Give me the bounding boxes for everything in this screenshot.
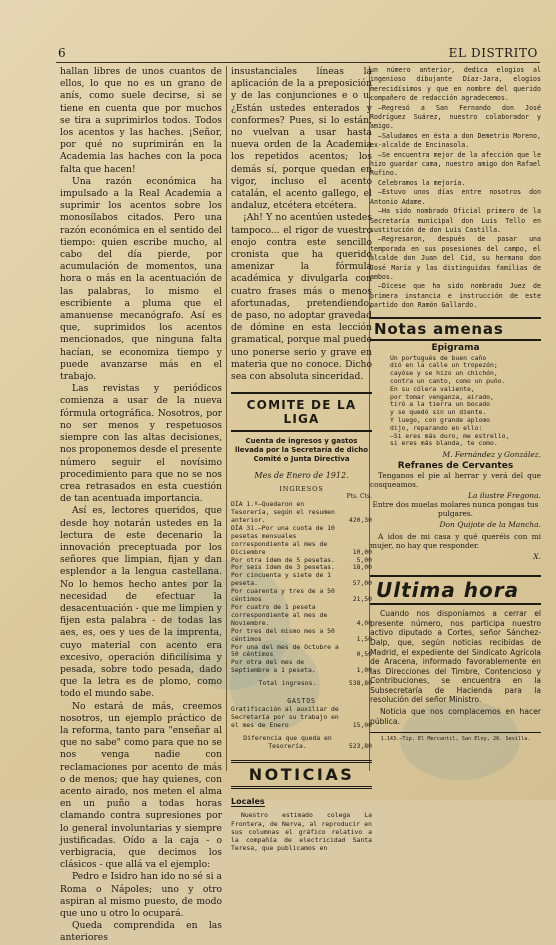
poem-author: M. Fernández y González. — [442, 450, 541, 460]
masthead-title: EL DISTRITO — [448, 46, 538, 60]
poem-line: Y luego, con grande aplomo — [390, 415, 491, 424]
news-paragraph: —Estuvo unos días entre nosotros don Antonio Adame. — [370, 188, 541, 206]
comite-subtitle: Cuenta de ingresos y gastos llevada por la Secretaría de dicho Comité o Junta Directiva — [234, 437, 369, 464]
article-paragraph: Pedro e Isidro han ido no sé si a Roma o Nápoles; uno y otro aspiran al mismo puesto, de modo que uno u otro lo ocupará. — [60, 871, 222, 920]
column-divider — [226, 66, 227, 771]
refranes-heading: Refranes de Cervantes — [397, 461, 514, 472]
news-paragraph: —Dícese que ha sido nombrado Juez de primera instancia e instrucción de este partido don Ramón Gallardo. — [370, 282, 541, 310]
gastos-label: GASTOS — [287, 697, 316, 706]
article-paragraph: No estará de más, creemos nosotros, un ejemplo práctico de la reforma, tanto para "enseñar al que no sabe" como para que no se nos venga nadie con reclamaciones por acento de más o de menos; que hay quienes, con acento airado, nos meten el alma en un puño a todas horas clamando contra supresiones por lo general involuntarias y siempre justificadas. Oído a la caja - o verbigracia, que decimos los clásicos - que allá va el ejemplo: — [60, 700, 222, 871]
locales-subheading: Locales — [231, 797, 265, 807]
news-paragraph: —Ha sido nombrado Oficial primero de la Secretaría municipal don Luis Tello en sustitución de don Luis Castilla. — [370, 207, 541, 234]
poem-line: cayóse y se hizo un chichón, — [390, 369, 498, 378]
poem-line: y se quedó sin un diente. — [390, 408, 487, 417]
news-paragraph: —Se encuentra mejor de la afección que le hizo guardar cama, nuestro amigo don Rafael Rufino. — [370, 150, 541, 178]
epigrama-poem — [370, 355, 541, 449]
article-paragraph: Queda comprendida en las anteriores — [60, 920, 222, 944]
ledger-row: Por una del mes de Octubre a 50 céntimos 0,50 — [231, 642, 372, 659]
refran-signature: X. — [533, 552, 541, 562]
page-number: 6 — [58, 46, 66, 60]
ledger-row: Gratificación al auxiliar de Secretaría por su trabajo en el mes de Enero 15,00 — [231, 704, 372, 729]
news-paragraph: —Regresaron, después de pasar una temporada en sus posesiones del campo, el alcalde don Juan del Cid, su hermano don José María y las distinguidas familias de ambos. — [370, 235, 541, 281]
refran-source: Don Quijote de la Mancha. — [439, 520, 541, 530]
ledger-total-row: Total ingresos. 538,80 — [258, 679, 372, 688]
refran-text: A idos de mi casa y qué queréis con mi mujer, no hay que responder. — [370, 532, 541, 551]
refran-text: Entre dos muelas molares nunca pongas tus pulgares. — [372, 500, 539, 519]
refran-source: La ilustre Fregona. — [468, 491, 541, 501]
ultima-paragraph: Cuando nos disponíamos a cerrar el presente número, nos participa nuestro activo diputado a Cortes, señor Sánchez-Dalp, que, según noticias recibidas de Madrid, el expediente del Sindicato Agrícola de Aracena, informado favorablemente en las Direcciones del Timbre, Contencioso y Contribuciones, se encuentra en la Subsecretaría de Hacienda para la resolución del señor Ministro. — [370, 609, 541, 705]
ledger-row: Por otra del mes de Septiembre a 1 peseta. 1,00 — [231, 658, 372, 675]
news-paragraph: —Saludamos en ésta a don Demetrio Moreno, ex-alcalde de Encinasola. — [370, 131, 541, 150]
article-column-1 — [60, 66, 222, 945]
article-column-2 — [231, 66, 372, 852]
poem-line: por tomar venganza, airado, — [390, 392, 494, 401]
ledger-row: Por tres del mismo mes a 50 céntimos 1,50 — [231, 626, 372, 643]
ingresos-ledger — [231, 493, 372, 750]
poem-line: —Si eres más duro, me estrello, — [390, 431, 510, 440]
notas-amenas-heading: Notas amenas — [370, 317, 541, 341]
ledger-row: Por cuatro de 1 peseta correspondiente al mes de Noviembre. 4,00 — [231, 602, 372, 627]
ingresos-label: INGRESOS — [279, 485, 324, 494]
poem-line: dijo, reparando en ello: — [390, 423, 483, 432]
article-paragraph: ¡Ah! Y no acentúen ustedes tampoco... el rigor de vuestro enojo contra este sencillo cronista que ha querido amenizar la fórmula académica y divulgarla con cuatro frases más o menos afortunadas, pretendiendo, de paso, no adoptar gravedad de dómine en esta lección gramatical, porque mal puede uno ponerse serio y grave en materia que no conoce. Dicho sea con absoluta sinceridad. — [231, 212, 372, 383]
currency-header: Pts. Cts. — [346, 493, 372, 501]
poem-line: tiró a la tierra un bocado — [390, 400, 491, 409]
ultima-paragraph: Noticia que nos complacemos en hacer pública. — [370, 707, 541, 726]
ledger-row: DÍA 1.º—Quedaron en Tesorería, según el resumen anterior. 420,30 — [231, 500, 372, 524]
article-column-3 — [370, 66, 541, 742]
ledger-balance-row: Diferencia que queda en Tesorería. 523,80 — [243, 733, 372, 750]
poem-line: Un portugués de buen caño — [390, 353, 487, 362]
ledger-row: Por cincuenta y siete de 1 peseta. 57,00 — [231, 571, 372, 588]
noticias-paragraph: Nuestro estimado colega La Frontera, de Nerva, al reproducir en sus columnas el gráfico relativo a la compañía de electricidad Santa Teresa, que publicamos en — [231, 811, 372, 853]
noticias-heading: NOTICIAS — [231, 760, 372, 789]
poem-line: En su cólera valiente, — [390, 384, 475, 393]
poem-line: contra un canto, como un puño. — [390, 376, 506, 385]
ultima-hora-heading: Ultima hora — [370, 575, 541, 605]
article-paragraph: Una razón económica ha impulsado a la Real Academia a suprimir los acentos sobre los monosílabos citados. Pero una razón económica en el sentido del tiempo: quien escribe mucho, al cabo del día pierde, por acumulación de momentos, una hora o más en la acentuación de las palabras, lo mismo el escribiente a pluma que el amanuense mecanógrafo. Así es que, suprimidos los acentos mencionados, que ninguna falta hacían, se economiza tiempo y puede avanzarse más en el trabajo. — [60, 175, 222, 383]
ultima-hora-body — [370, 609, 541, 726]
refran-text: Tenganos el pie al herrar y verá del que cosqueamos. — [370, 471, 541, 490]
header-rule — [56, 62, 540, 63]
news-paragraph: Celebramos la mejoría. — [378, 178, 466, 187]
poem-line: si eres más blanda, te como. — [390, 439, 498, 448]
poem-line: dió en la calle un tropezón; — [390, 361, 498, 370]
ledger-row: Por seis ídem de 3 pesetas. 18,00 — [231, 563, 372, 572]
article-paragraph: hallan libres de unos cuantos de ellos, lo que no es un grano de anís, como suele decirse, si se tiene en cuenta que por muchos se tira a suprimirlos todos. Todos los acentos y las haches. ¡Señor, por qué no suprimirán en la Academia las haches con la poca falta que hacen! — [60, 66, 222, 175]
article-paragraph: Así es, lectores queridos, que desde hoy notarán ustedes en la lectura de este decenario la innovación preceptuada por los señores que limpian, fijan y dan esplendor a la lengua castellana. No lo hemos hecho antes por la necesidad de efectuar la desacentuación - que me limpien y fijen esta palabra - de todas las aes, es, oes y ues de la imprenta, cuyo material con acento era excesivo, operación dificilísima y pesada, sobre todo pesada, dado que la letra es de plomo, como todo el mundo sabe. — [60, 505, 222, 700]
page-header — [0, 46, 556, 62]
printer-imprint: 1.143.—Tip. El Mercantil, San Eloy, 26. Sevilla. — [370, 732, 541, 742]
news-paragraph: un número anterior, dedica elogios al ingenioso dibujante Díaz-Jara, elogios merecidísimos y que en nombre del querido compañero de redacción agradecemos. — [370, 66, 541, 103]
ledger-row: Por cuarenta y tres de a 50 céntimos 21,50 — [231, 587, 372, 604]
comite-month: Mes de Enero de 1912. — [254, 471, 349, 481]
ledger-row: DÍA 31.—Por una cuota de 10 pesetas mensuales correspondiente al mes de Diciembre 10,00 — [231, 523, 372, 556]
article-paragraph: insustanciales líneas la aplicación de la a preposición y de las conjunciones e o u. ¿Están ustedes enterados y conformes? Pues, si lo están, no vuelvan a usar hasta nueva orden de la Academia los repetidos acentos; los demás sí, porque quedan en vigor, incluso el acento catalán, el acento gallego, el andaluz, etcétera etcétera. — [231, 66, 372, 212]
article-paragraph: Las revistas y periódicos comienza a usar de la nueva fórmula ortográfica. Nosotros, por no ser menos y respetuosos siempre con las altas decisiones, nos proponemos desde el presente número seguir el novísimo procedimiento para que no se nos crea retrasados en esta cuestión de tan acentuada importancia. — [60, 383, 223, 505]
news-paragraph: —Regresó a San Fernando don José Rodríguez Suárez, nuestro colaborador y amigo. — [370, 103, 541, 131]
comite-heading: COMITE DE LA LIGA — [231, 392, 372, 432]
ledger-row: Por otra ídem de 5 pesetas. 5,00 — [231, 555, 372, 564]
epigrama-heading: Epigrama — [431, 342, 480, 353]
